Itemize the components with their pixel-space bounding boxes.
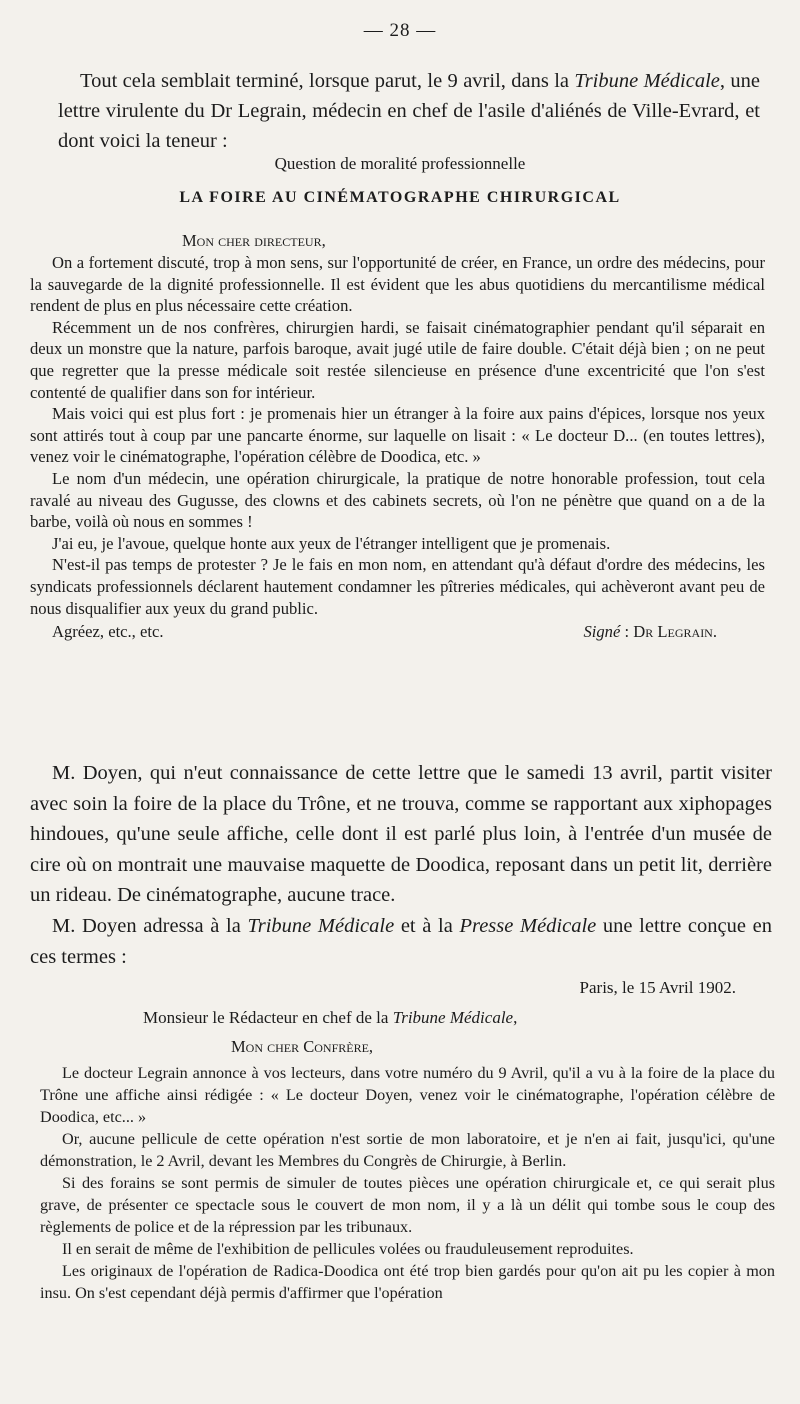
narrative2-text-1: M. Doyen adressa à la — [52, 914, 248, 937]
letter2-body — [40, 1062, 775, 1304]
letter2-salutation: Mon cher Confrère, — [231, 1037, 374, 1056]
signed-label: Signé — [583, 622, 621, 642]
letter1-paragraph: On a fortement discuté, trop à mon sens, sur l'opportunité de créer, en France, un ordre des médecins, pour la sauvegarde de la dignité professionnelle. Il est évident que les abus quotidiens du mercantilisme médical rendent de plus en plus nécessaire cette création. — [30, 253, 765, 316]
letter2-paragraph: Si des forains se sont permis de simuler de toutes pièces une opération chirurgicale et, ce qui serait plus grave, de présenter ce spectacle sous le couvert de mon nom, il y a là un délit qui tombe sous le coup des règlements de police et de la répression par les tribunaux. — [40, 1174, 775, 1236]
letter2-paragraph: Le docteur Legrain annonce à vos lecteurs, dans votre numéro du 9 Avril, qu'il a vu à la foire de la place du Trône une affiche ainsi rédigée : « Le docteur Doyen, venez voir le cinématographe, l'opération célèbre de Doodica, etc... » — [40, 1064, 775, 1126]
letter1-paragraph: Récemment un de nos confrères, chirurgien hardi, se faisait cinématographier pendant qu'il séparait en deux un monstre que la nature, parfois baroque, avait jugé utile de faire double. C'était déjà bien ; on ne peut que regretter que la presse médicale soit restée silencieuse en présence d'une excentricité que l'on s'est contenté de qualifier dans son for intérieur. — [30, 317, 765, 402]
letter1-closing: Agréez, etc., etc. — [52, 622, 164, 642]
addressee-journal: Tribune Médicale — [392, 1008, 514, 1027]
intro-text-2: , une lettre virulente du Dr Legrain, médecin en chef de l'asile d'aliénés de Ville-Evrard, et dont voici la teneur : — [58, 70, 760, 152]
narrative2-text-2: et à la — [394, 914, 460, 937]
letter-title: LA FOIRE AU CINÉMATOGRAPHE CHIRURGICAL — [179, 189, 621, 206]
letter1-signature-line — [30, 621, 765, 643]
signed-name: : Dr Legrain. — [620, 622, 717, 642]
narrative2-journal-2: Presse Médicale — [459, 914, 597, 937]
letter-subtitle: Question de moralité professionnelle — [274, 154, 526, 173]
letter-salutation: Mon cher directeur, — [182, 231, 326, 250]
narrative-paragraph: M. Doyen, qui n'eut connaissance de cette lettre que le samedi 13 avril, partit visiter avec soin la foire de la place du Trône, et ne trouva, comme se rapportant aux xiphopages hindoues, qu'une seule affiche, celle dont il est parlé plus loin, à l'entrée d'un musée de cire où on montrait une mauvaise maquette de Doodica, reposant dans un petit lit, derrière un rideau. De cinématographe, aucune trace. — [30, 762, 772, 907]
narrative2-journal-1: Tribune Médicale — [247, 914, 395, 937]
letter1-paragraph: Le nom d'un médecin, une opération chirurgicale, la pratique de notre honorable profession, tout cela ravalé au niveau des Gugusse, des clowns et des cabinets secrets, où l'on ne pénètre que quand on a de la barbe, voilà où nous en sommes ! — [30, 468, 765, 532]
letter1-paragraph: J'ai eu, je l'avoue, quelque honte aux yeux de l'étranger intelligent que je promenais. — [52, 533, 611, 553]
intro-text-1: Tout cela semblait terminé, lorsque parut, le 9 avril, dans la — [80, 70, 575, 92]
letter2-date: Paris, le 15 Avril 1902. — [579, 978, 736, 997]
letter2-paragraph: Or, aucune pellicule de cette opération n'est sortie de mon laboratoire, et je n'en ai fait, jusqu'ici, qu'une démonstration, le 2 Avril, devant les Membres du Congrès de Chirurgie, à Berlin. — [40, 1130, 775, 1170]
narrative2-text-3: une lettre conçue en ces termes : — [30, 914, 772, 968]
letter2-paragraph: Les originaux de l'opération de Radica-Doodica ont été trop bien gardés pour qu'on ait pu les copier à mon insu. On s'est cependant déjà permis d'affirmer que l'opération — [40, 1262, 775, 1302]
page-number: — 28 — — [363, 20, 437, 41]
addressee-text-2: , — [513, 1008, 518, 1027]
letter1-signature — [583, 621, 717, 643]
letter1-body — [30, 252, 765, 643]
intro-paragraph — [58, 66, 760, 156]
letter2-addressee — [143, 1006, 517, 1030]
letter1-paragraph: Mais voici qui est plus fort : je promenais hier un étranger à la foire aux pains d'épices, lorsque nos yeux sont attirés tout à coup par une pancarte énorme, sur laquelle on lisait : « Le docteur D... (en toutes lettres), venez voir le cinématographe, l'opération célèbre de Doodica, etc. » — [30, 404, 765, 467]
letter2-paragraph: Il en serait de même de l'exhibition de pellicules volées ou frauduleusement reproduites. — [62, 1240, 634, 1258]
narrative-section — [30, 758, 772, 972]
intro-journal: Tribune Médicale — [574, 70, 720, 92]
addressee-text-1: Monsieur le Rédacteur en chef de la — [143, 1008, 393, 1027]
letter1-paragraph: N'est-il pas temps de protester ? Je le fais en mon nom, en attendant qu'à défaut d'ordre des médecins, les syndicats professionnels déclarent hautement condamner les pîtreries médicales, qui achèveront avant peu de nous disqualifier aux yeux du grand public. — [30, 555, 765, 618]
narrative-paragraph-2 — [30, 911, 772, 972]
